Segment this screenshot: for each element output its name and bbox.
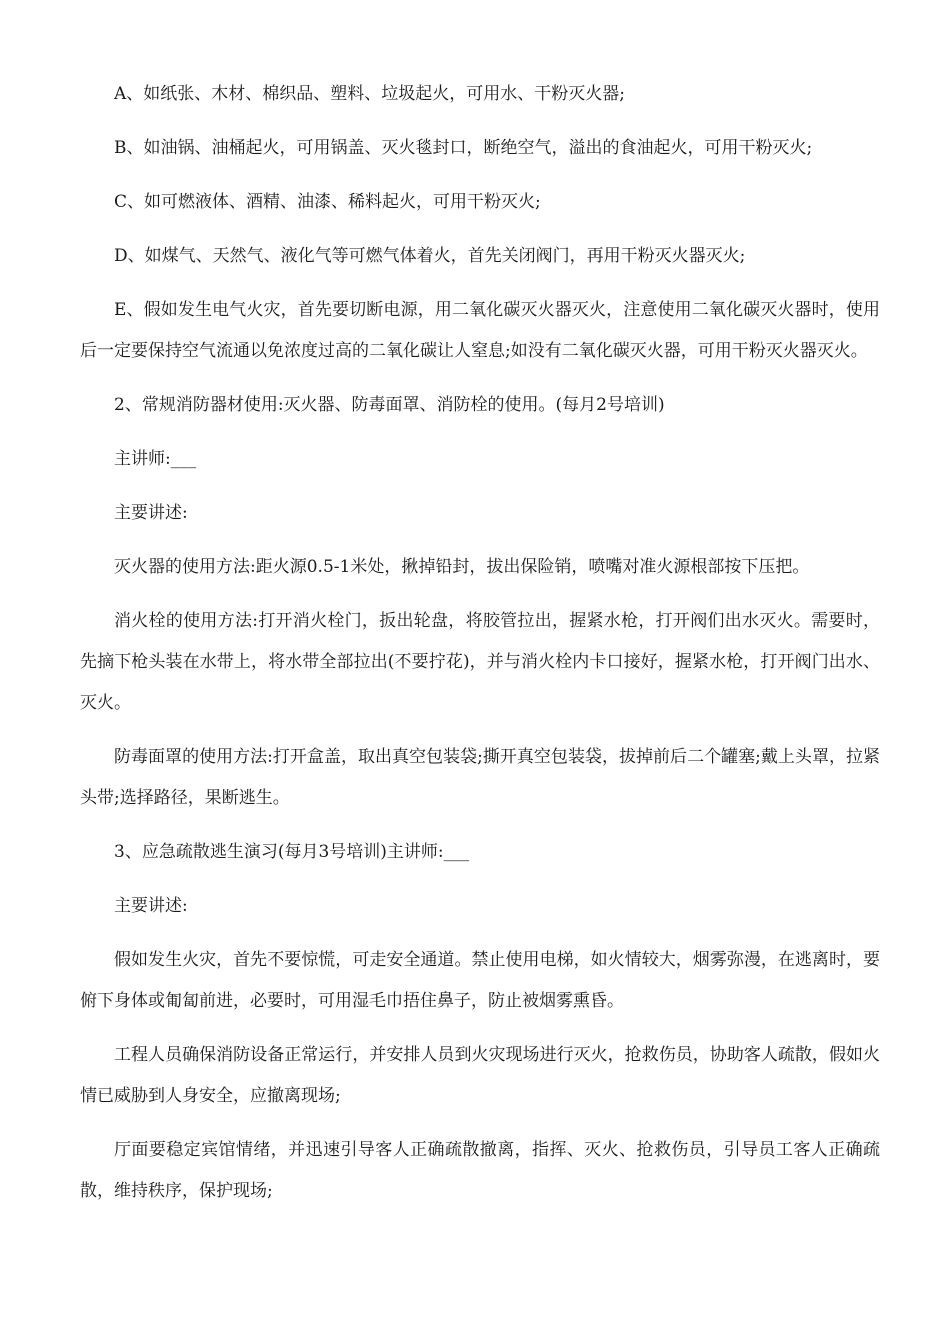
paragraph-hall-staff: 厅面要稳定宾馆情绪，并迅速引导客人正确疏散撤离，指挥、灭火、抢救伤员，引导员工客人正确疏散，维持秩序，保护现场; bbox=[80, 1140, 880, 1201]
document-body bbox=[80, 74, 880, 1225]
section-heading-evacuation-drill: 3、应急疏散逃生演习(每月3号培训)主讲师:___ bbox=[114, 842, 470, 862]
section-heading-equipment-training: 2、常规消防器材使用:灭火器、防毒面罩、消防栓的使用。(每月2号培训) bbox=[114, 395, 665, 415]
main-content-label: 主要讲述: bbox=[114, 503, 188, 523]
paragraph-extinguisher-usage: 灭火器的使用方法:距火源0.5-1米处，揪掉铅封，拔出保险销，喷嘴对准火源根部按下压把。 bbox=[114, 557, 810, 577]
paragraph-fire-type-b: B、如油锅、油桶起火，可用锅盖、灭火毯封口，断绝空气，溢出的食油起火，可用干粉灭火; bbox=[114, 138, 813, 158]
paragraph-fire-escape: 假如发生火灾，首先不要惊慌，可走安全通道。禁止使用电梯，如火情较大，烟雾弥漫，在逃离时，要俯下身体或匍匐前进，必要时，可用湿毛巾捂住鼻子，防止被烟雾熏昏。 bbox=[80, 950, 880, 1011]
main-content-label-2: 主要讲述: bbox=[114, 896, 188, 916]
lecturer-line: 主讲师:___ bbox=[114, 449, 197, 469]
paragraph-fire-type-e: E、假如发生电气火灾，首先要切断电源，用二氧化碳灭火器灭火，注意使用二氧化碳灭火器时，使用后一定要保持空气流通以免浓度过高的二氧化碳让人窒息;如没有二氧化碳灭火器，可用干粉灭火器灭火。 bbox=[80, 300, 880, 361]
paragraph-fire-type-d: D、如煤气、天然气、液化气等可燃气体着火，首先关闭阀门，再用干粉灭火器灭火; bbox=[114, 246, 746, 266]
paragraph-fire-type-c: C、如可燃液体、酒精、油漆、稀料起火，可用干粉灭火; bbox=[114, 192, 541, 212]
paragraph-engineering-staff: 工程人员确保消防设备正常运行，并安排人员到火灾现场进行灭火，抢救伤员，协助客人疏散，假如火情已威胁到人身安全，应撤离现场; bbox=[80, 1045, 880, 1106]
paragraph-hydrant-usage: 消火栓的使用方法:打开消火栓门，扳出轮盘，将胶管拉出，握紧水枪，打开阀们出水灭火。需要时，先摘下枪头装在水带上，将水带全部拉出(不要拧花)，并与消火栓内卡口接好，握紧水枪，打开阀门出水、灭火。 bbox=[80, 611, 880, 713]
paragraph-fire-type-a: A、如纸张、木材、棉织品、塑料、垃圾起火，可用水、干粉灭火器; bbox=[114, 84, 626, 104]
paragraph-gas-mask-usage: 防毒面罩的使用方法:打开盒盖，取出真空包装袋;撕开真空包装袋，拔掉前后二个罐塞;戴上头罩，拉紧头带;选择路径，果断逃生。 bbox=[80, 747, 880, 808]
